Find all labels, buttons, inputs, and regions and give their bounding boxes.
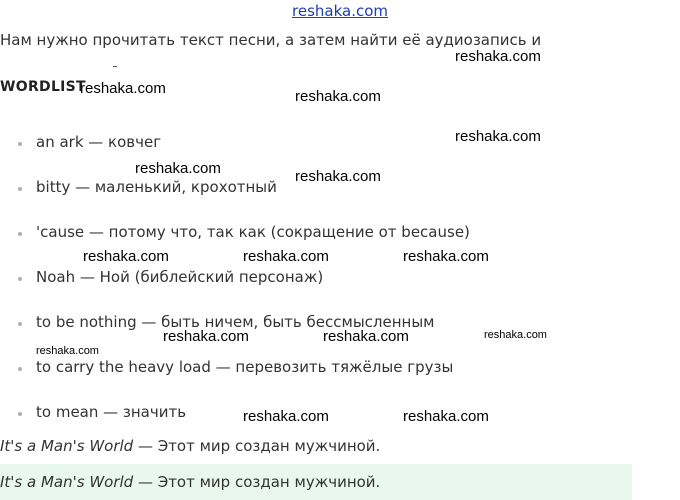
watermark: reshaka.com — [243, 248, 329, 265]
intro-text: Нам нужно прочитать текст песни, а затем найти её аудиозапись и — [0, 31, 542, 49]
list-item: an ark — ковчег — [36, 133, 162, 151]
watermark: reshaka.com — [455, 48, 541, 65]
bullet-icon — [18, 142, 22, 146]
song-title — [0, 437, 380, 455]
watermark: reshaka.com — [83, 248, 169, 265]
watermark: reshaka.com — [36, 345, 99, 357]
watermark: reshaka.com — [295, 88, 381, 105]
watermark: reshaka.com — [243, 408, 329, 425]
site-link[interactable]: reshaka.com — [292, 2, 388, 20]
watermark: reshaka.com — [484, 329, 547, 341]
bullet-icon — [18, 367, 22, 371]
bullet-icon — [18, 412, 22, 416]
list-item: to mean — значить — [36, 403, 187, 421]
song-title-translation: — Этот мир создан мужчиной. — [133, 473, 381, 491]
list-item: 'cause — потому что, так как (сокращение от because) — [36, 223, 470, 241]
watermark: reshaka.com — [80, 80, 166, 97]
watermark: reshaka.com — [455, 128, 541, 145]
bullet-icon — [18, 277, 22, 281]
bullet-icon — [18, 322, 22, 326]
song-title-translation: — Этот мир создан мужчиной. — [133, 437, 381, 455]
list-item: Noah — Ной (библейский персонаж) — [36, 268, 324, 286]
list-item: to be nothing — быть ничем, быть бессмысленным — [36, 313, 435, 331]
song-title-highlighted — [0, 473, 380, 491]
divider-mark — [113, 66, 117, 67]
bullet-icon — [18, 187, 22, 191]
bullet-icon — [18, 232, 22, 236]
watermark: reshaka.com — [323, 328, 409, 345]
list-item: bitty — маленький, крохотный — [36, 178, 277, 196]
watermark: reshaka.com — [403, 408, 489, 425]
watermark: reshaka.com — [163, 328, 249, 345]
watermark: reshaka.com — [295, 168, 381, 185]
song-title-name: It's a Man's World — [0, 437, 134, 455]
song-title-name: It's a Man's World — [0, 473, 134, 491]
wordlist-heading: WORDLIST — [0, 79, 86, 95]
watermark: reshaka.com — [403, 248, 489, 265]
watermark: reshaka.com — [135, 160, 221, 177]
list-item: to carry the heavy load — перевозить тяжёлые грузы — [36, 358, 454, 376]
